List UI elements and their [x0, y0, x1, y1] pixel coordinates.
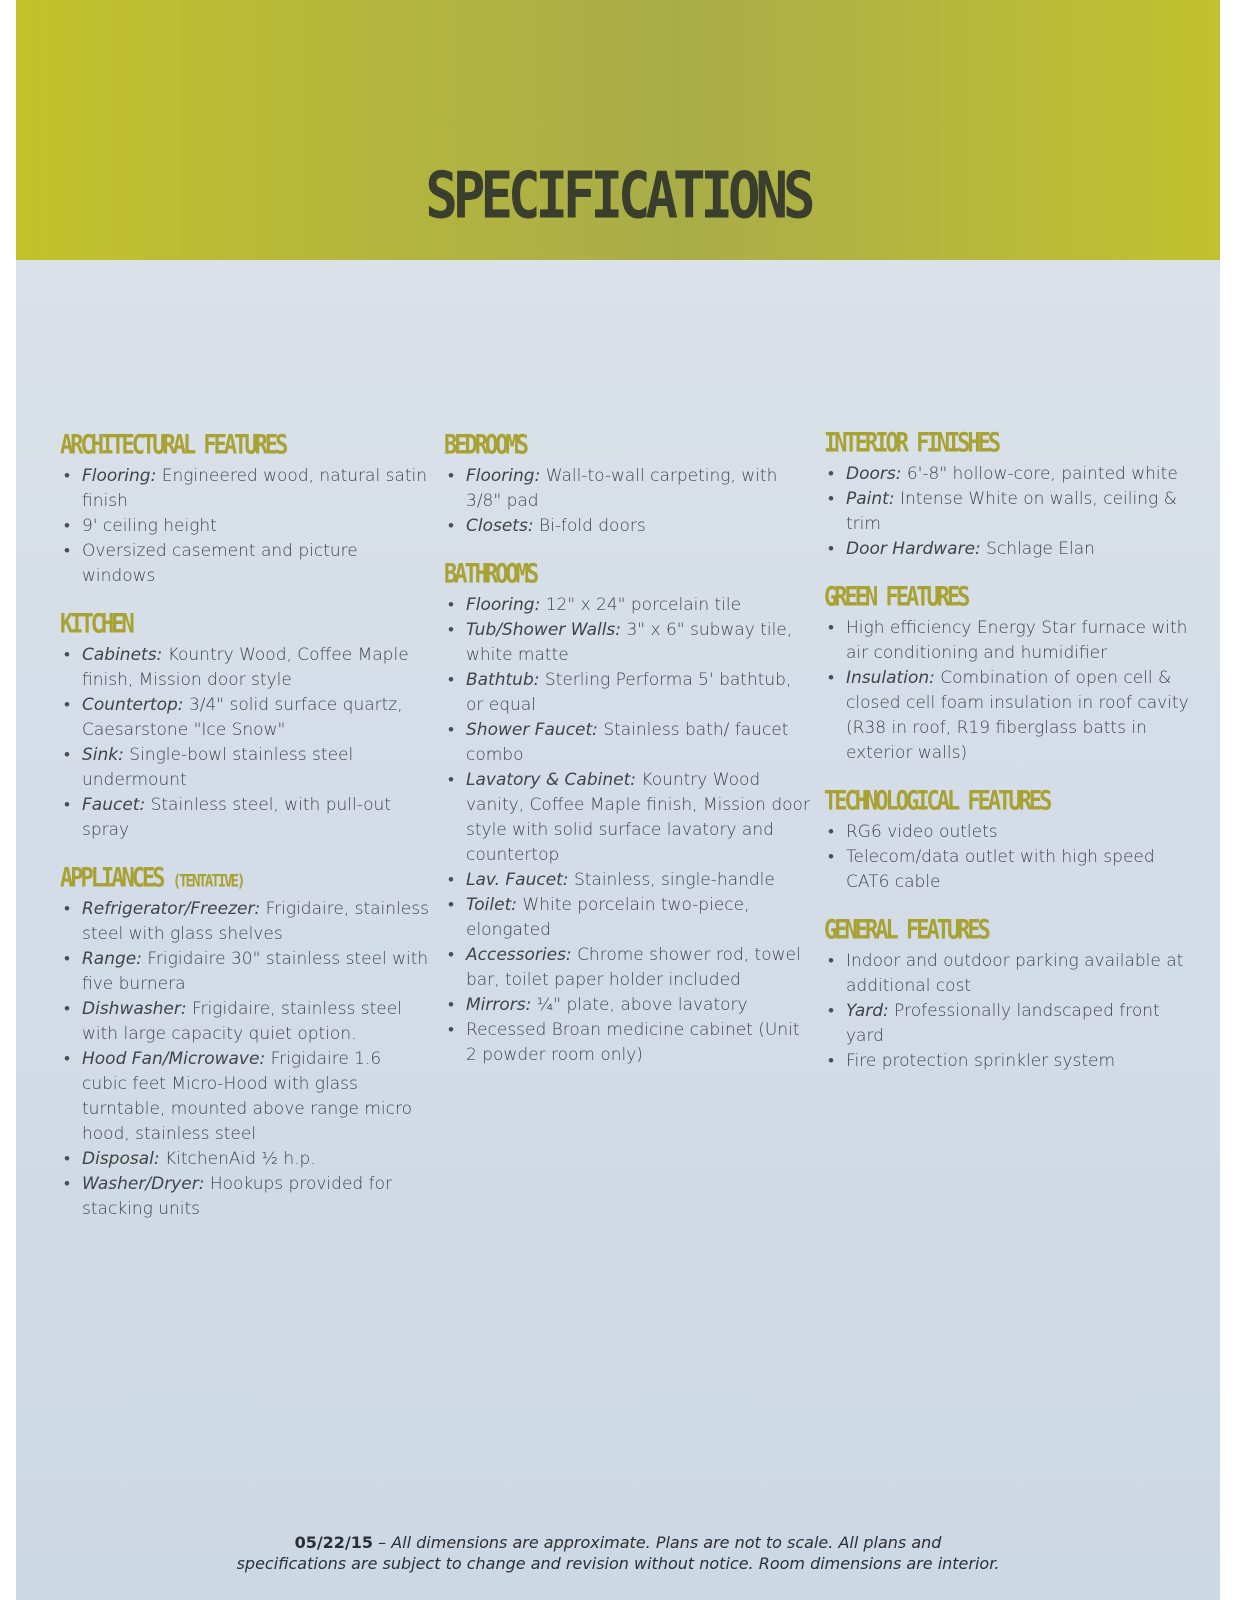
- section-title: [824, 584, 1194, 618]
- spec-item-text: Wall-to-wall carpeting, with 3/8" pad: [466, 466, 778, 511]
- spec-item: [60, 539, 430, 589]
- section-title-text: APPLIANCES: [60, 863, 163, 894]
- spec-item-label: Door Hardware:: [846, 539, 981, 559]
- section-title: [60, 432, 430, 466]
- spec-item-text: Recessed Broan medicine cabinet (Unit 2 powder room only): [466, 1020, 800, 1065]
- page-title: SPECIFICATIONS: [425, 158, 811, 233]
- footer-date: 05/22/15: [294, 1533, 374, 1552]
- spec-item: [444, 618, 814, 668]
- spec-item-text: 12" x 24" porcelain tile: [545, 595, 742, 615]
- section-title-text: GREEN FEATURES: [824, 582, 968, 613]
- spec-item: [444, 668, 814, 718]
- spec-item: [444, 768, 814, 868]
- spec-item: [444, 1018, 814, 1068]
- spec-list: [60, 897, 430, 1222]
- spec-item-text: Intense White on walls, ceiling & trim: [846, 489, 1177, 534]
- spec-item-text: Indoor and outdoor parking available at additional cost: [846, 951, 1184, 996]
- disclaimer-footer: [16, 1532, 1220, 1574]
- spec-item-label: Countertop:: [82, 695, 184, 715]
- spec-item-text: Stainless, single-handle: [573, 870, 775, 890]
- spec-item-text: High efficiency Energy Star furnace with air conditioning and humidifier: [846, 618, 1188, 663]
- spec-item: [444, 593, 814, 618]
- spec-item: [444, 893, 814, 943]
- spec-list: [824, 820, 1194, 895]
- spec-item: [824, 487, 1194, 537]
- section-note: (TENTATIVE): [172, 872, 244, 892]
- footer-text-1: – All dimensions are approximate. Plans are not to scale. All plans and: [373, 1533, 942, 1552]
- spec-item: [60, 643, 430, 693]
- spec-item: [824, 845, 1194, 895]
- spec-item-text: Bi-fold doors: [538, 516, 646, 536]
- spec-list: [824, 949, 1194, 1074]
- spec-item: [60, 1047, 430, 1147]
- spec-item-label: Lav. Faucet:: [466, 870, 569, 890]
- section-title: [824, 917, 1194, 951]
- spec-item-label: Flooring:: [466, 466, 541, 486]
- spec-item-label: Shower Faucet:: [466, 720, 598, 740]
- column-1: [60, 432, 430, 1244]
- spec-item: [60, 897, 430, 947]
- section-title-text: INTERIOR FINISHES: [824, 428, 999, 459]
- spec-list: [444, 464, 814, 539]
- spec-item-text: Stainless steel, with pull-out spray: [82, 795, 391, 840]
- spec-sheet: [16, 0, 1220, 1600]
- spec-item-label: Disposal:: [82, 1149, 160, 1169]
- section-title-text: GENERAL FEATURES: [824, 915, 988, 946]
- spec-section: [824, 584, 1194, 766]
- spec-section: [444, 432, 814, 539]
- spec-item-label: Flooring:: [82, 466, 157, 486]
- spec-section: [60, 865, 430, 1222]
- spec-item-text: Kountry Wood, Coffee Maple finish, Mission door style: [82, 645, 409, 690]
- spec-item-text: Schlage Elan: [986, 539, 1095, 559]
- spec-item: [60, 997, 430, 1047]
- spec-item-text: 9' ceiling height: [82, 516, 217, 536]
- spec-item: [60, 947, 430, 997]
- spec-item: [444, 943, 814, 993]
- spec-item: [824, 666, 1194, 766]
- spec-item: [824, 616, 1194, 666]
- footer-line-1: [16, 1532, 1220, 1553]
- spec-item: [824, 462, 1194, 487]
- spec-section: [824, 430, 1194, 562]
- spec-item-label: Sink:: [82, 745, 124, 765]
- spec-item: [60, 1147, 430, 1172]
- spec-item-text: Frigidaire, stainless steel with large capacity quiet option.: [82, 999, 402, 1044]
- spec-item-text: Professionally landscaped front yard: [846, 1001, 1160, 1046]
- spec-item: [824, 949, 1194, 999]
- spec-item-text: Engineered wood, natural satin finish: [82, 466, 428, 511]
- header-band: [16, 0, 1220, 260]
- spec-item-label: Toilet:: [466, 895, 517, 915]
- section-title-text: KITCHEN: [60, 609, 132, 640]
- spec-item-label: Accessories:: [466, 945, 572, 965]
- column-2: [444, 432, 814, 1090]
- spec-item-label: Hood Fan/Microwave:: [82, 1049, 266, 1069]
- spec-item-label: Yard:: [846, 1001, 889, 1021]
- spec-item-label: Dishwasher:: [82, 999, 187, 1019]
- spec-item: [824, 1049, 1194, 1074]
- spec-item-label: Closets:: [466, 516, 534, 536]
- spec-item-label: Lavatory & Cabinet:: [466, 770, 636, 790]
- spec-item: [824, 999, 1194, 1049]
- spec-list: [60, 643, 430, 843]
- spec-item: [60, 1172, 430, 1222]
- spec-item-label: Refrigerator/Freezer:: [82, 899, 261, 919]
- section-title: [824, 430, 1194, 464]
- spec-item-text: Oversized casement and picture windows: [82, 541, 358, 586]
- spec-item-label: Tub/Shower Walls:: [466, 620, 622, 640]
- section-title-text: BEDROOMS: [444, 430, 526, 461]
- spec-item-text: Fire protection sprinkler system: [846, 1051, 1116, 1071]
- spec-item-text: Sterling Performa 5' bathtub, or equal: [466, 670, 792, 715]
- spec-item-text: Frigidaire, stainless steel with glass shelves: [82, 899, 429, 944]
- spec-section: [60, 611, 430, 843]
- spec-item: [444, 514, 814, 539]
- spec-item-text: ¼" plate, above lavatory: [536, 995, 748, 1015]
- spec-item: [60, 464, 430, 514]
- spec-item-label: Paint:: [846, 489, 895, 509]
- spec-item: [444, 868, 814, 893]
- spec-item: [444, 464, 814, 514]
- spec-item: [60, 693, 430, 743]
- spec-item-label: Faucet:: [82, 795, 146, 815]
- spec-section: [824, 917, 1194, 1074]
- spec-list: [444, 593, 814, 1068]
- section-title-text: ARCHITECTURAL FEATURES: [60, 430, 286, 461]
- spec-list: [60, 464, 430, 589]
- spec-item-text: Telecom/data outlet with high speed CAT6 cable: [846, 847, 1155, 892]
- spec-item-text: Single-bowl stainless steel undermount: [82, 745, 354, 790]
- spec-item: [60, 793, 430, 843]
- section-title: [60, 611, 430, 645]
- spec-item-label: Bathtub:: [466, 670, 540, 690]
- spec-item-text: 3" x 6" subway tile, white matte: [466, 620, 793, 665]
- section-title: [60, 865, 430, 899]
- spec-item-label: Washer/Dryer:: [82, 1174, 205, 1194]
- section-title: [444, 561, 814, 595]
- spec-section: [824, 788, 1194, 895]
- spec-item: [60, 514, 430, 539]
- spec-list: [824, 616, 1194, 766]
- spec-section: [60, 432, 430, 589]
- spec-section: [444, 561, 814, 1068]
- spec-item-label: Doors:: [846, 464, 902, 484]
- spec-item-text: Chrome shower rod, towel bar, toilet paper holder included: [466, 945, 801, 990]
- section-title: [444, 432, 814, 466]
- section-title-text: TECHNOLOGICAL FEATURES: [824, 786, 1050, 817]
- spec-item-text: Frigidaire 30" stainless steel with five burnera: [82, 949, 429, 994]
- spec-item-label: Mirrors:: [466, 995, 532, 1015]
- spec-item-text: 3/4" solid surface quartz, Caesarstone "Ice Snow": [82, 695, 403, 740]
- spec-item: [60, 743, 430, 793]
- spec-item: [444, 718, 814, 768]
- section-title-text: BATHROOMS: [444, 559, 537, 590]
- spec-list: [824, 462, 1194, 562]
- spec-item-text: RG6 video outlets: [846, 822, 998, 842]
- spec-item-text: Hookups provided for stacking units: [82, 1174, 392, 1219]
- spec-item-label: Cabinets:: [82, 645, 163, 665]
- spec-item: [824, 820, 1194, 845]
- footer-line-2: specifications are subject to change and revision without notice. Room dimensions are interior.: [236, 1554, 1000, 1573]
- column-3: [824, 430, 1194, 1096]
- spec-item-label: Insulation:: [846, 668, 935, 688]
- spec-item-label: Flooring:: [466, 595, 541, 615]
- spec-item-text: Kountry Wood vanity, Coffee Maple finish, Mission door style with solid surface lavatory and countertop: [466, 770, 810, 865]
- spec-item: [444, 993, 814, 1018]
- section-title: [824, 788, 1194, 822]
- spec-item: [824, 537, 1194, 562]
- spec-item-label: Range:: [82, 949, 142, 969]
- spec-item-text: 6'-8" hollow-core, painted white: [906, 464, 1178, 484]
- spec-item-text: Stainless bath/ faucet combo: [466, 720, 789, 765]
- spec-item-text: Frigidaire 1.6 cubic feet Micro-Hood with glass turntable, mounted above range micro hood, stainless steel: [82, 1049, 413, 1144]
- spec-item-text: Combination of open cell & closed cell foam insulation in roof cavity (R38 in roof, R19 fiberglass batts in exterior walls): [846, 668, 1189, 763]
- spec-item-text: White porcelain two-piece, elongated: [466, 895, 750, 940]
- spec-item-text: KitchenAid ½ h.p.: [165, 1149, 316, 1169]
